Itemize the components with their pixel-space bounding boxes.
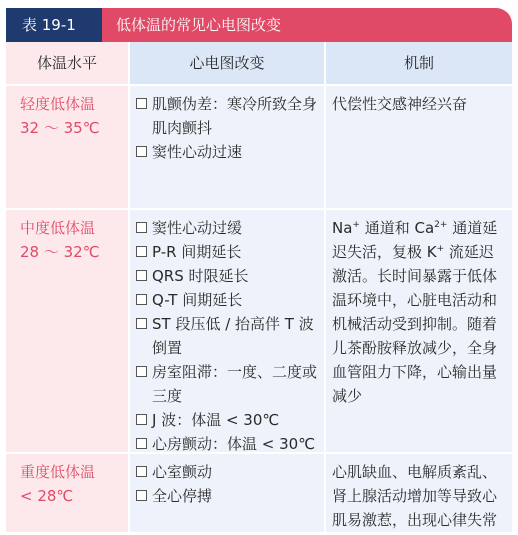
ecg-item: Q-T 间期延长 — [136, 288, 322, 312]
header-ecg — [128, 42, 324, 84]
ecg-list — [136, 216, 322, 456]
checkbox-icon — [136, 294, 147, 305]
header-mechanism-label: 机制 — [403, 54, 434, 72]
checkbox-icon — [136, 438, 147, 449]
level-name: 中度低体温 — [20, 219, 96, 237]
checkbox-icon — [136, 318, 147, 329]
ecg-item: 心室颤动 — [136, 460, 322, 484]
table-row-severe — [6, 454, 512, 532]
header-level — [6, 42, 128, 84]
ecg-table — [6, 42, 512, 532]
table-row-mild — [6, 86, 512, 208]
ecg-list — [136, 460, 322, 508]
header-level-label: 体温水平 — [36, 54, 97, 72]
ecg-item: 肌颤伪差：寒冷所致全身肌肉颤抖 — [136, 92, 322, 140]
table-number: 表 19-1 — [6, 8, 102, 42]
mechanism-cell: 代偿性交感神经兴奋 — [332, 95, 468, 113]
checkbox-icon — [136, 270, 147, 281]
mechanism-cell: Na+ 通道和 $Ca^{2+}$ 通道延迟失活，复极 K+ 流延迟激活。长时间暴露于低体温环境中，心脏电活动和机械活动受到抑制。随着儿茶酚胺释放减少，全身血管阻力下降，心输出量减少 — [332, 219, 498, 405]
ecg-item: 窦性心动过缓 — [136, 216, 322, 240]
ecg-item: 窦性心动过速 — [136, 140, 322, 164]
table-row-moderate — [6, 210, 512, 452]
level-name: 重度低体温 — [20, 463, 96, 481]
mechanism-cell: 心肌缺血、电解质紊乱、肾上腺活动增加等导致心肌易激惹，出现心律失常 — [332, 463, 498, 529]
level-cell — [20, 216, 124, 264]
level-range: < 28℃ — [20, 487, 74, 505]
ecg-item: 房室阻滞：一度、二度或三度 — [136, 360, 322, 408]
checkbox-icon — [136, 246, 147, 257]
table-caption: 低体温的常见心电图改变 — [102, 8, 512, 42]
ecg-item: 心房颤动：体温 < 30℃ — [136, 432, 322, 456]
level-name: 轻度低体温 — [20, 95, 96, 113]
checkbox-icon — [136, 466, 147, 477]
checkbox-icon — [136, 98, 147, 109]
header-ecg-label: 心电图改变 — [189, 54, 265, 72]
ecg-item: J 波：体温 < 30℃ — [136, 408, 322, 432]
checkbox-icon — [136, 146, 147, 157]
checkbox-icon — [136, 414, 147, 425]
level-range: 28 ～ 32℃ — [20, 243, 100, 261]
checkbox-icon — [136, 222, 147, 233]
ecg-item: P-R 间期延长 — [136, 240, 322, 264]
header-mechanism — [324, 42, 512, 84]
level-range: 32 ～ 35℃ — [20, 119, 100, 137]
checkbox-icon — [136, 366, 147, 377]
ecg-item: 全心停搏 — [136, 484, 322, 508]
ecg-item: ST 段压低 / 抬高伴 T 波倒置 — [136, 312, 322, 360]
checkbox-icon — [136, 490, 147, 501]
ecg-list — [136, 92, 322, 164]
level-cell — [20, 460, 124, 508]
table-title-bar — [6, 8, 512, 42]
level-cell — [20, 92, 124, 140]
ecg-item: QRS 时限延长 — [136, 264, 322, 288]
